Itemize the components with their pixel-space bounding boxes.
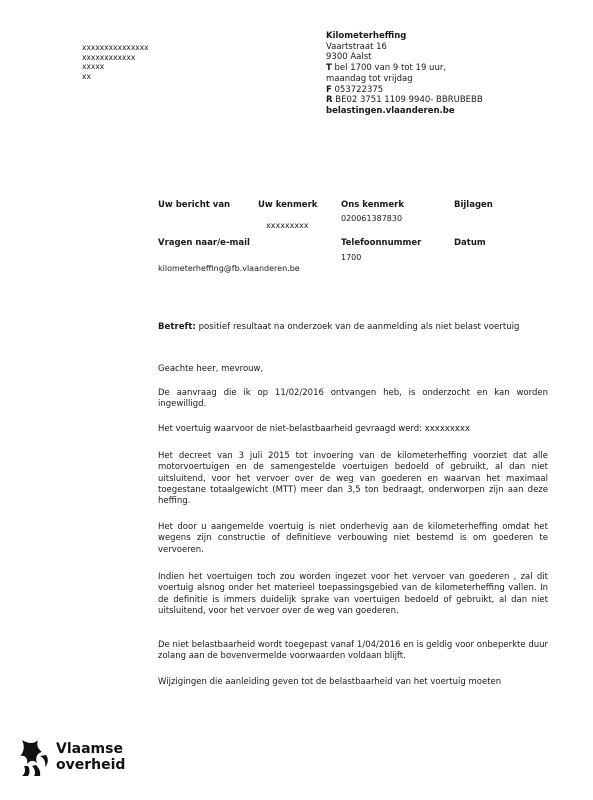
bank-prefix: R xyxy=(326,95,333,106)
header-datum: Datum xyxy=(454,238,486,248)
paragraph-3: Het decreet van 3 juli 2015 tot invoering van de kilometerheffing voorziet dat alle motorvoertuigen en de samengestelde voertuigen bedoeld of gebruikt, al dan niet uitsluitend, voor het vervoer over de weg van goederen en waarvan het maximaal toegestane totaalgewicht (MTT) meer dan 3,5 ton bedraagt, onderworpen zijn aan deze heffing. xyxy=(158,451,548,507)
paragraph-6: De niet belastbaarheid wordt toegepast vanaf 1/04/2016 en is geldig voor onbeperkte duur zolang aan de bovenvermelde voorwaarden voldaan blijft. xyxy=(158,640,548,662)
logo-text xyxy=(56,741,125,773)
subject-text: positief resultaat na onderzoek van de aanmelding als niet belast voertuig xyxy=(195,322,520,332)
email-value[interactable]: kilometerheffing@fb.vlaanderen.be xyxy=(158,264,300,273)
salutation: Geachte heer, mevrouw, xyxy=(158,364,264,374)
sender-bank-line xyxy=(326,95,483,106)
logo-line-2: overheid xyxy=(56,757,126,773)
sender-website[interactable]: belastingen.vlaanderen.be xyxy=(326,105,455,116)
subject-line xyxy=(158,322,519,332)
uw-kenmerk-value: xxxxxxxxx xyxy=(266,221,309,230)
paragraph-2: Het voertuig waarvoor de niet-belastbaarheid gevraagd werd: xxxxxxxxx xyxy=(158,424,470,434)
header-telefoon: Telefoonnummer xyxy=(341,238,422,248)
sender-fax-line xyxy=(326,85,483,96)
header-ons-kenmerk: Ons kenmerk xyxy=(341,200,405,210)
ons-kenmerk-value: 020061387830 xyxy=(341,214,403,223)
recipient-address xyxy=(82,43,149,81)
phone-prefix: T xyxy=(326,63,332,74)
sender-block xyxy=(326,31,483,117)
sender-city: 9300 Aalst xyxy=(326,52,372,63)
sender-bank: BE02 3751 1109 9940- BBRUBEBB xyxy=(332,95,483,106)
sender-hours: maandag tot vrijdag xyxy=(326,73,413,84)
header-vragen: Vragen naar/e-mail xyxy=(158,238,250,248)
paragraph-4: Het door u aangemelde voertuig is niet onderhevig aan de kilometerheffing omdat het wegens zijn constructie of definitieve verbouwing niet bestemd is om goederen te vervoeren. xyxy=(158,522,548,555)
telefoon-value: 1700 xyxy=(341,253,362,262)
header-bijlagen: Bijlagen xyxy=(454,200,493,210)
paragraph-5: Indien het voertuigen toch zou worden ingezet voor het vervoer van goederen , zal dit voertuig alsnog onder het materieel toepassingsgebied van de kilometerheffing vallen. In de definitie is immers duidelijk sprake van voertuigen bedoeld of gebruikt, al dan niet uitsluitend, voor het vervoer over de weg van goederen. xyxy=(158,572,548,616)
recipient-line: xxxxx xyxy=(82,62,105,71)
sender-street: Vaartstraat 16 xyxy=(326,41,387,52)
recipient-line: xxxxxxxxxxxxxxx xyxy=(82,43,149,52)
recipient-line: xxxxxxxxxxxx xyxy=(82,52,136,62)
recipient-line: xx xyxy=(82,71,91,81)
paragraph-1: De aanvraag die ik op 11/02/2016 ontvangen heb, is onderzocht en kan worden ingewilligd. xyxy=(158,388,548,410)
logo-line-1: Vlaamse xyxy=(56,741,123,757)
flemish-lion-logo-icon xyxy=(16,738,50,782)
sender-phone: bel 1700 van 9 tot 19 uur, xyxy=(331,63,447,74)
header-uw-bericht-van: Uw bericht van xyxy=(158,200,231,210)
sender-fax: 053722375 xyxy=(331,84,384,95)
fax-prefix: F xyxy=(326,84,332,95)
subject-label: Betreft: xyxy=(158,322,196,332)
sender-org: Kilometerheffing xyxy=(326,31,407,41)
header-uw-kenmerk: Uw kenmerk xyxy=(258,200,318,210)
paragraph-7: Wijzigingen die aanleiding geven tot de belastbaarheid van het voertuig moeten xyxy=(158,677,502,687)
sender-phone-line xyxy=(326,63,483,74)
